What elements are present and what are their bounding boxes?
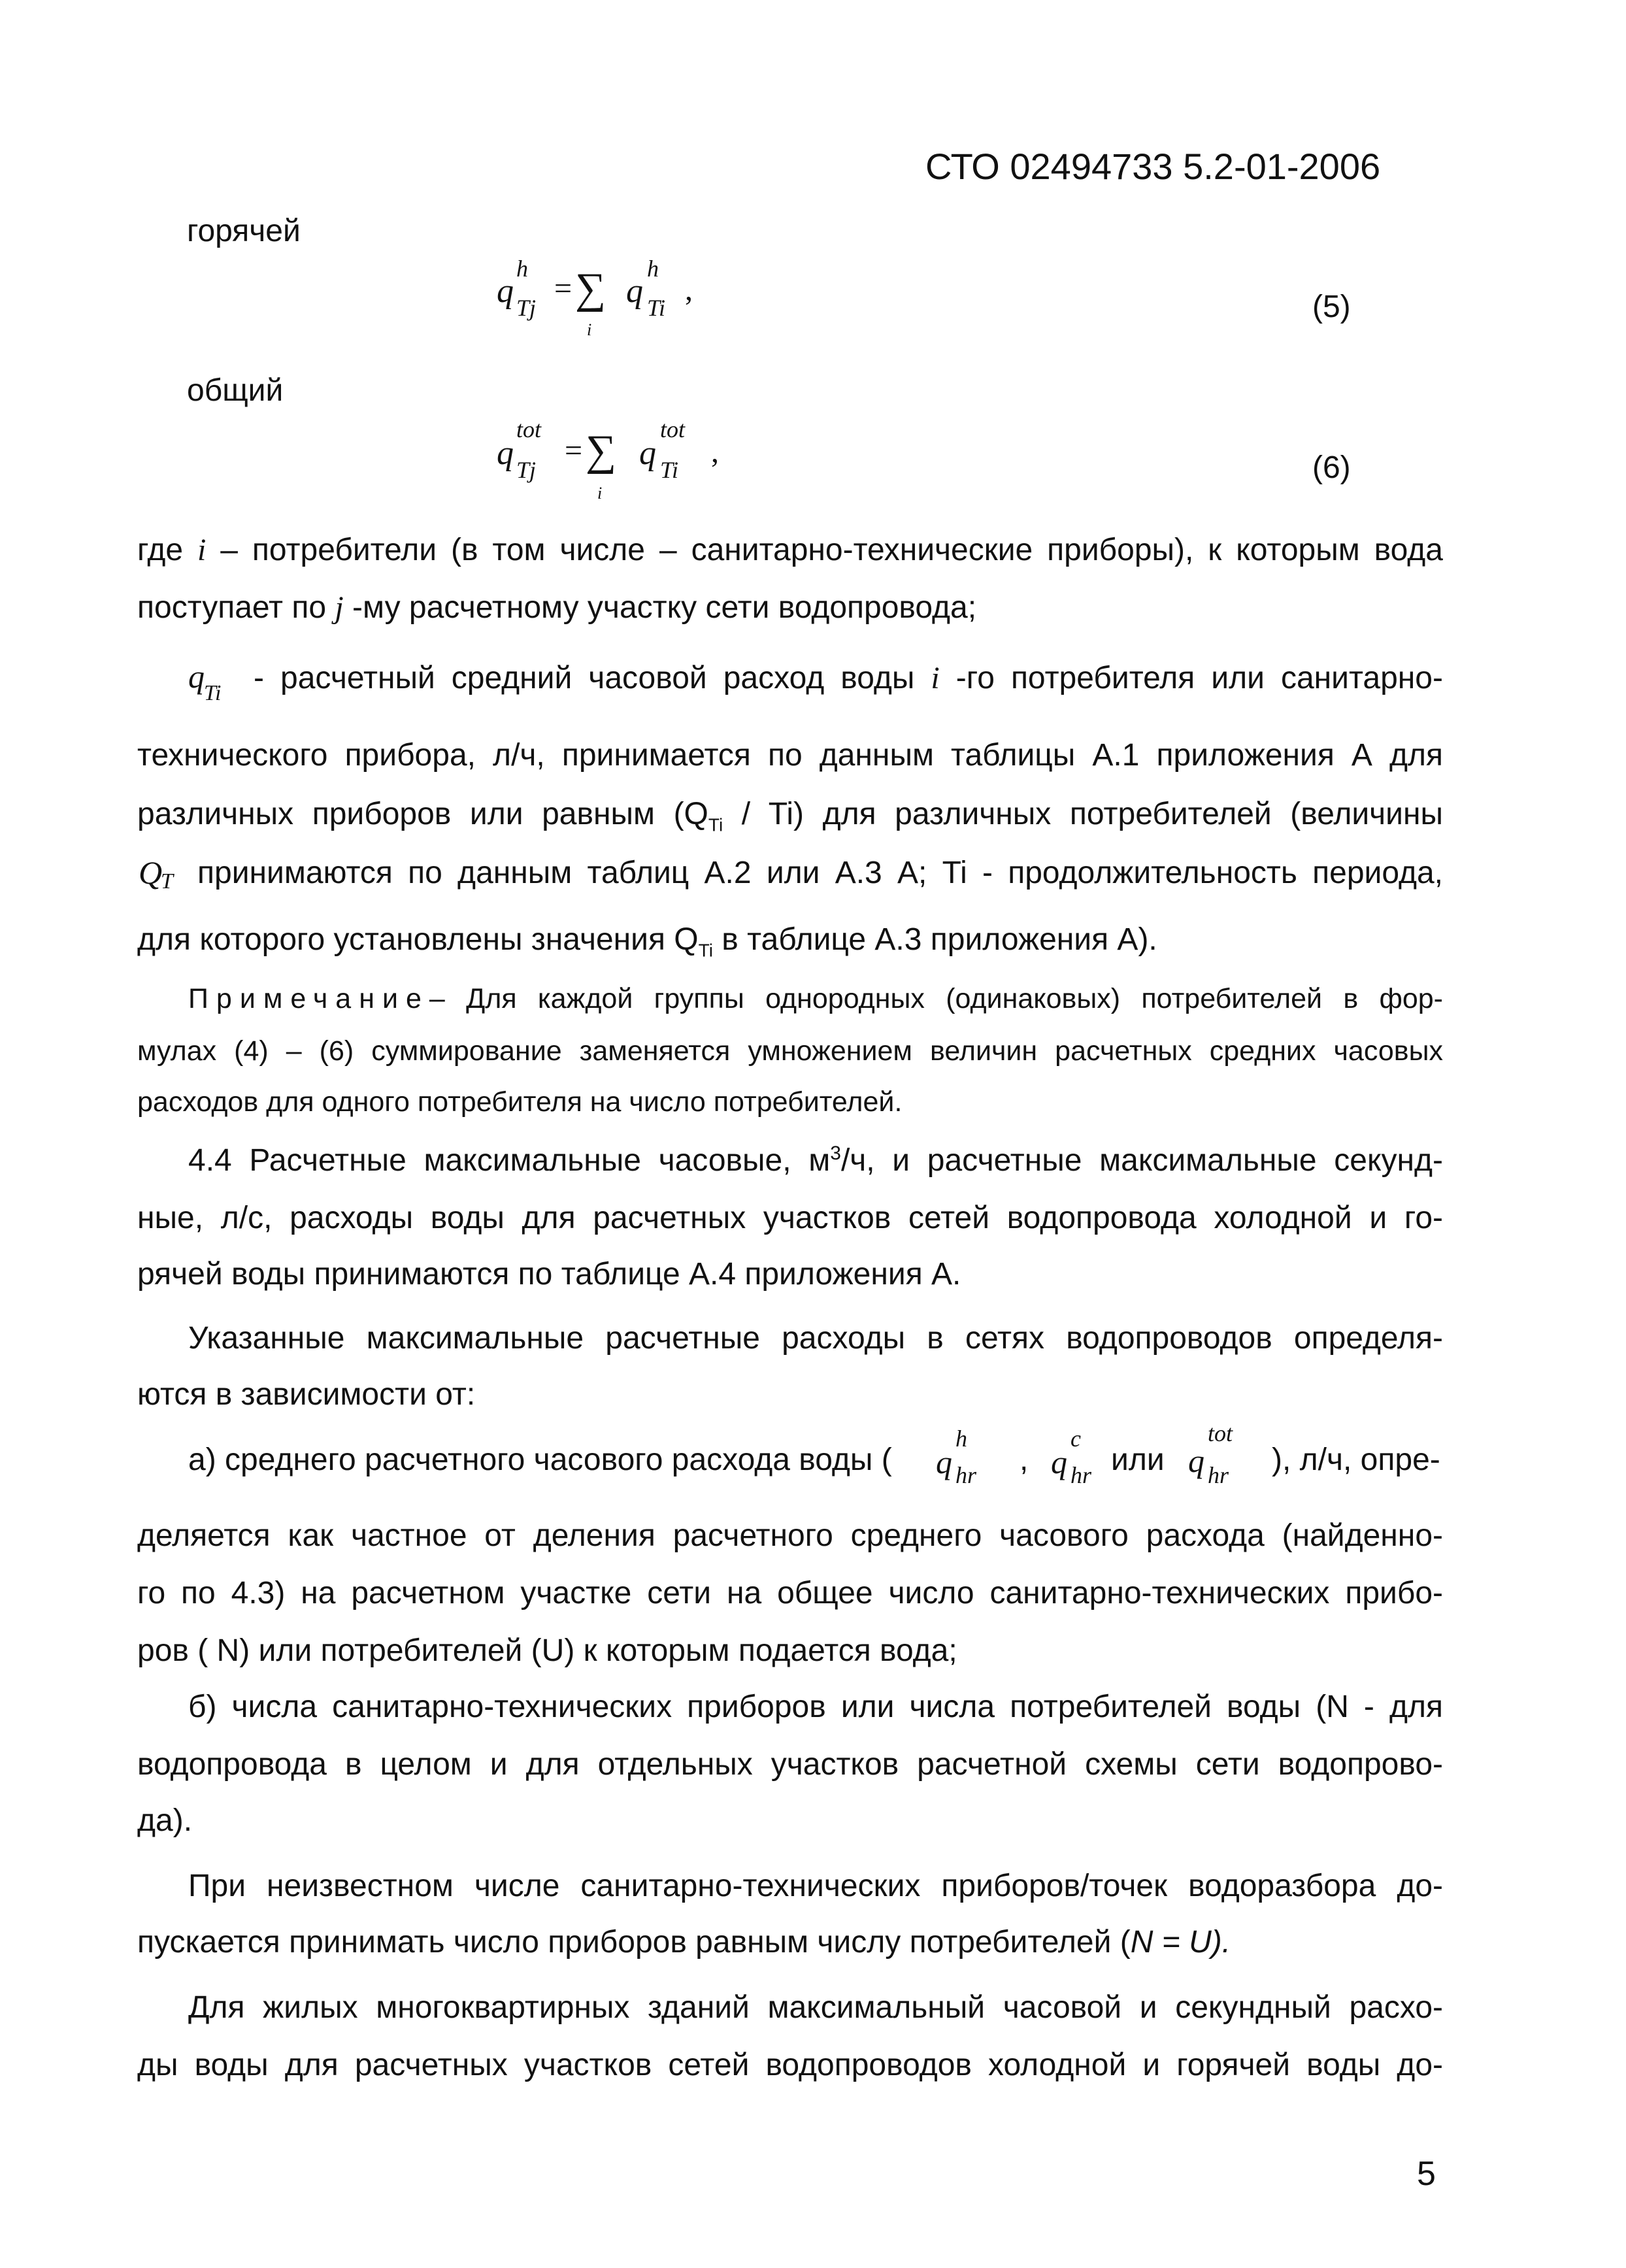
formula-sup-tot: tot [516,416,542,442]
item-a-line-4: ров ( N) или потребителей (U) к которым подается вода; [137,1633,957,1668]
sigma-symbol: ∑ [575,265,606,312]
formula-comma: , [711,435,719,469]
formula-q: q [639,435,656,472]
paragraph-max-line-2: ются в зависимости от: [137,1377,476,1412]
section-4-4-line-1: 4.4 Расчетные максимальные часовые, $м^3/ч$, и расчетные максимальные секунд- [188,1142,1443,1178]
paragraph-q-line-2: технического прибора, л/ч, принимается по данным таблицы А.1 приложения А для [137,738,1443,773]
paragraph-q-line-4: принимаются по данным таблиц А.2 или А.3 А; Ti - продолжительность периода, [197,856,1443,890]
paragraph-residential-line-1: Для жилых многоквартирных зданий максимальный часовой и секундный расхо- [188,1990,1443,2025]
paragraph-i-line-2: поступает по j -му расчетному участку сети водопровода; [137,590,977,625]
formula-q: q [626,273,643,310]
formula-index-i: i [587,320,592,339]
note-line-3: расходов для одного потребителя на число потребителей. [137,1086,903,1118]
paragraph-unknown-line-2: пускается принимать число приборов равным числу потребителей (N = U). [137,1925,1231,1959]
formula-sub-tj: Tj [516,457,537,483]
equation-number-6: (6) [1312,450,1351,485]
formula-q: q [497,435,514,472]
note-line-2: мулах (4) – (6) суммирование заменяется умножением величин расчетных средних часовых [137,1035,1443,1067]
formula-5 [497,255,758,346]
paragraph-unknown-line-1: При неизвестном числе санитарно-технических приборов/точек водоразбора до- [188,1869,1443,1903]
formula-sub-ti: Ti [660,457,679,483]
item-a-line-1-text: а) среднего расчетного часового расхода воды ( [188,1443,892,1477]
paragraph-q-line-3: различных приборов или равным $(Q_{Ti} / Ti)$ для различных потребителей (величины [137,797,1443,835]
q-hr-tot-symbol: q tot hr [1188,1420,1233,1488]
document-code: СТО 02494733 5.2-01-2006 [925,146,1381,187]
label-hot: горячей [187,214,301,248]
item-a-line-1-end: ), л/ч, опре- [1272,1443,1440,1477]
q-t-symbol: Q T [139,854,173,893]
item-b-line-2: водопровода в целом и для отдельных участков расчетной схемы сети водопрово- [137,1747,1443,1782]
section-4-4-line-2: ные, л/с, расходы воды для расчетных участков сетей водопровода холодной и го- [137,1201,1443,1235]
item-a-line-2: деляется как частное от деления расчетного среднего часового расхода (найденно- [137,1518,1443,1553]
formula-sup-tot: tot [660,416,686,442]
label-total: общий [187,373,284,408]
equation-number-5: (5) [1312,290,1351,324]
item-b-line-3: да). [137,1803,193,1838]
formula-q: q [497,273,514,310]
item-a-or: или [1111,1443,1165,1477]
formula-6 [497,416,784,507]
formula-equals: = [554,271,572,306]
paragraph-q-line-1: - расчетный средний часовой расход воды i -го потребителя или санитарно- [254,661,1443,695]
paragraph-residential-line-2: ды воды для расчетных участков сетей водопроводов холодной и горячей воды до- [137,2048,1443,2082]
formula-sub-tj: Tj [516,295,537,321]
item-a-comma: , [1020,1443,1029,1477]
q-hr-h-symbol: q h hr [936,1426,977,1488]
note-line-1: Примечание– Для каждой группы однородных (одинаковых) потребителей в фор- [188,983,1443,1014]
paragraph-q-line-5: для которого установлены значения $Q_{Ti}$ в таблице А.3 приложения А). [137,922,1157,961]
formula-sup-h: h [516,256,528,282]
formula-comma: , [685,273,693,307]
page-number: 5 [1417,2155,1436,2193]
paragraph-max-line-1: Указанные максимальные расчетные расходы в сетях водопроводов определя- [188,1321,1443,1356]
paragraph-i-line-1: где i – потребители (в том числе – санитарно-технические приборы), к которым вода [137,533,1443,567]
formula-sup-h: h [647,256,659,282]
item-b-line-1: б) числа санитарно-технических приборов или числа потребителей воды (N - для [188,1690,1443,1724]
formula-sub-ti: Ti [647,295,666,321]
section-4-4-line-3: рячей воды принимаются по таблице А.4 приложения А. [137,1257,961,1292]
formula-equals: = [565,433,583,468]
q-hr-c-symbol: q c hr [1051,1426,1092,1488]
q-ti-symbol: q Ti [188,658,222,705]
item-a-line-3: го по 4.3) на расчетном участке сети на общее число санитарно-технических прибо- [137,1576,1443,1610]
sigma-symbol: ∑ [586,427,617,475]
formula-index-i: i [597,484,603,503]
